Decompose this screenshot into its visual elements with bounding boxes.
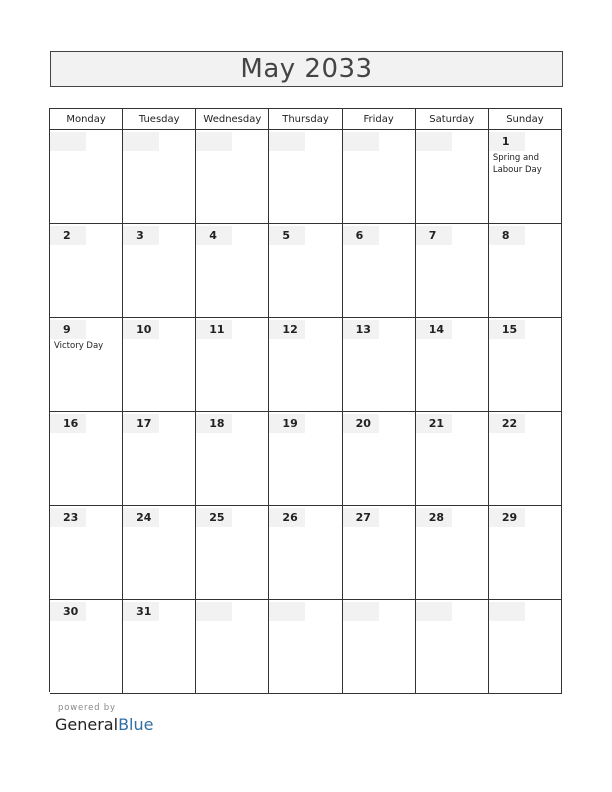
day-number: 7: [416, 226, 452, 245]
day-number: 25: [196, 508, 232, 527]
day-number: 11: [196, 320, 232, 339]
weekday-wednesday: Wednesday: [196, 109, 269, 130]
day-number: [489, 602, 525, 621]
day-number: [269, 132, 305, 151]
day-cell[interactable]: [269, 224, 342, 318]
day-cell[interactable]: [489, 412, 562, 506]
day-cell[interactable]: [123, 506, 196, 600]
day-number: 20: [343, 414, 379, 433]
week-row: [50, 318, 562, 412]
weekday-header-row: [50, 109, 562, 130]
week-row: [50, 130, 562, 224]
day-cell[interactable]: [196, 130, 269, 224]
day-cell[interactable]: [489, 506, 562, 600]
day-number: 22: [489, 414, 525, 433]
day-cell[interactable]: [343, 506, 416, 600]
weekday-sunday: Sunday: [489, 109, 562, 130]
day-cell[interactable]: [50, 412, 123, 506]
day-cell[interactable]: [416, 318, 489, 412]
day-number: 17: [123, 414, 159, 433]
day-number: 30: [50, 602, 86, 621]
day-cell[interactable]: [50, 224, 123, 318]
weekday-friday: Friday: [343, 109, 416, 130]
day-cell[interactable]: [196, 412, 269, 506]
day-cell[interactable]: [343, 224, 416, 318]
day-number: 10: [123, 320, 159, 339]
day-cell[interactable]: [416, 130, 489, 224]
day-cell[interactable]: [489, 600, 562, 694]
day-cell[interactable]: [50, 130, 123, 224]
day-number: 9: [50, 320, 86, 339]
day-cell[interactable]: [269, 412, 342, 506]
day-number: 26: [269, 508, 305, 527]
day-cell[interactable]: [50, 600, 123, 694]
day-number: 24: [123, 508, 159, 527]
day-cell[interactable]: [489, 224, 562, 318]
day-cell[interactable]: [489, 130, 562, 224]
day-cell[interactable]: [416, 600, 489, 694]
day-cell[interactable]: [269, 506, 342, 600]
day-cell[interactable]: [196, 506, 269, 600]
holiday-label: Spring and Labour Day: [492, 153, 542, 175]
day-cell[interactable]: [269, 600, 342, 694]
holiday-label: Victory Day: [54, 341, 104, 351]
day-number: 3: [123, 226, 159, 245]
calendar-title-box: [50, 51, 563, 87]
day-number: [343, 602, 379, 621]
day-number: [416, 602, 452, 621]
day-number: 23: [50, 508, 86, 527]
day-cell[interactable]: [123, 412, 196, 506]
week-row: [50, 506, 562, 600]
day-number: 27: [343, 508, 379, 527]
day-cell[interactable]: [123, 318, 196, 412]
day-number: 21: [416, 414, 452, 433]
day-number: 28: [416, 508, 452, 527]
week-row: [50, 224, 562, 318]
calendar-title: May 2033: [240, 54, 373, 84]
day-cell[interactable]: [269, 130, 342, 224]
day-number: 2: [50, 226, 86, 245]
day-number: 29: [489, 508, 525, 527]
day-cell[interactable]: [123, 130, 196, 224]
logo-general-text: General: [55, 715, 119, 734]
day-cell[interactable]: [269, 318, 342, 412]
week-row: [50, 600, 562, 694]
day-number: 12: [269, 320, 305, 339]
day-cell[interactable]: [343, 318, 416, 412]
day-number: [416, 132, 452, 151]
weekday-thursday: Thursday: [269, 109, 342, 130]
generalblue-logo[interactable]: [55, 715, 153, 734]
weekday-saturday: Saturday: [416, 109, 489, 130]
day-number: 18: [196, 414, 232, 433]
day-number: 14: [416, 320, 452, 339]
weekday-tuesday: Tuesday: [123, 109, 196, 130]
calendar-grid: [49, 108, 562, 692]
day-number: 13: [343, 320, 379, 339]
day-number: 4: [196, 226, 232, 245]
day-cell[interactable]: [123, 600, 196, 694]
day-number: 8: [489, 226, 525, 245]
week-row: [50, 412, 562, 506]
day-cell[interactable]: [489, 318, 562, 412]
powered-by-text: powered by: [58, 703, 116, 713]
weeks-container: [50, 130, 562, 694]
day-number: [343, 132, 379, 151]
day-cell[interactable]: [50, 506, 123, 600]
day-number: 6: [343, 226, 379, 245]
day-number: [123, 132, 159, 151]
day-cell[interactable]: [123, 224, 196, 318]
day-number: 31: [123, 602, 159, 621]
day-number: 19: [269, 414, 305, 433]
day-cell[interactable]: [196, 600, 269, 694]
day-cell[interactable]: [343, 130, 416, 224]
day-number: [196, 132, 232, 151]
day-number: 5: [269, 226, 305, 245]
day-cell[interactable]: [416, 412, 489, 506]
day-number: [269, 602, 305, 621]
day-cell[interactable]: [416, 506, 489, 600]
day-cell[interactable]: [343, 600, 416, 694]
day-cell[interactable]: [416, 224, 489, 318]
day-number: 15: [489, 320, 525, 339]
day-number: [196, 602, 232, 621]
weekday-monday: Monday: [50, 109, 123, 130]
day-cell[interactable]: [50, 318, 123, 412]
day-number: 1: [489, 132, 525, 151]
logo-blue-text: Blue: [118, 715, 154, 734]
day-cell[interactable]: [196, 224, 269, 318]
day-number: [50, 132, 86, 151]
day-cell[interactable]: [196, 318, 269, 412]
day-number: 16: [50, 414, 86, 433]
day-cell[interactable]: [343, 412, 416, 506]
